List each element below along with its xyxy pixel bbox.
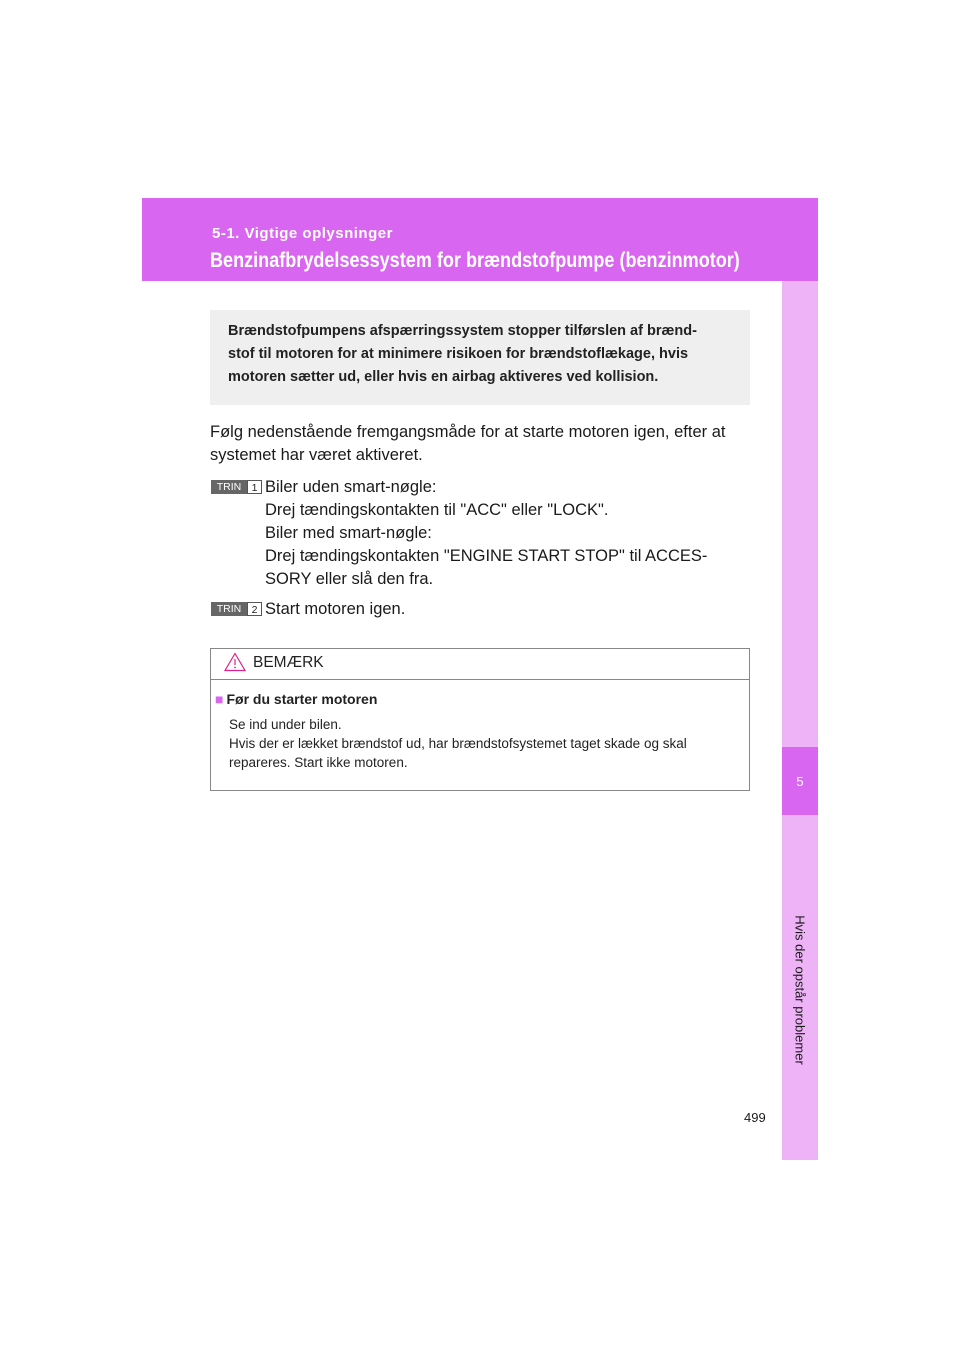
notice-header	[211, 649, 749, 680]
step-badge-label: TRIN	[211, 602, 247, 616]
side-tab-chapter-title: Hvis der opstår problemer	[792, 915, 808, 1065]
step-line: Biler uden smart-nøgle:	[265, 478, 437, 496]
step-line: Biler med smart-nøgle:	[265, 524, 432, 542]
notice-box	[210, 648, 750, 791]
step-line: Start motoren igen.	[265, 600, 406, 618]
step-badge-number: 1	[247, 480, 262, 494]
bullet-square-icon: ■	[215, 691, 224, 707]
body-line: systemet har været aktiveret.	[210, 446, 423, 464]
body-line: Følg nedenstående fremgangsmåde for at starte motoren igen, efter at	[210, 423, 726, 441]
section-label: 5-1. Vigtige oplysninger	[212, 225, 393, 242]
step-badge-label: TRIN	[211, 480, 247, 494]
intro-line: Brændstofpumpens afspærringssystem stopper tilførslen af brænd-	[228, 323, 697, 339]
step-line: Drej tændingskontakten til "ACC" eller "LOCK".	[265, 501, 609, 519]
step-line: Drej tændingskontakten "ENGINE START STOP" til ACCES-	[265, 547, 708, 565]
notice-title-text: Før du starter motoren	[226, 691, 378, 707]
notice-line: Hvis der er lækket brændstof ud, har brændstofsystemet taget skade og skal	[229, 736, 687, 751]
step-badge	[211, 602, 262, 616]
step-badge	[211, 480, 262, 494]
notice-line: Se ind under bilen.	[229, 717, 342, 732]
body-paragraph	[210, 421, 746, 467]
intro-line: stof til motoren for at minimere risikoen for brændstoflækage, hvis	[228, 346, 689, 362]
notice-title	[215, 691, 377, 707]
intro-box	[210, 310, 750, 405]
step-2-text	[265, 598, 745, 621]
notice-line: repareres. Start ikke motoren.	[229, 755, 408, 770]
step-1-text	[265, 476, 745, 591]
notice-label: BEMÆRK	[253, 654, 324, 671]
warning-triangle-icon	[224, 652, 246, 677]
intro-line: motoren sætter ud, eller hvis en airbag aktiveres ved kollision.	[228, 369, 659, 385]
side-tab-chapter-number: 5	[782, 747, 818, 815]
step-line: SORY eller slå den fra.	[265, 570, 434, 588]
page-number: 499	[744, 1110, 766, 1125]
step-badge-number: 2	[247, 602, 262, 616]
page-title: Benzinafbrydelsessystem for brændstofpumpe (benzinmotor)	[210, 249, 740, 272]
